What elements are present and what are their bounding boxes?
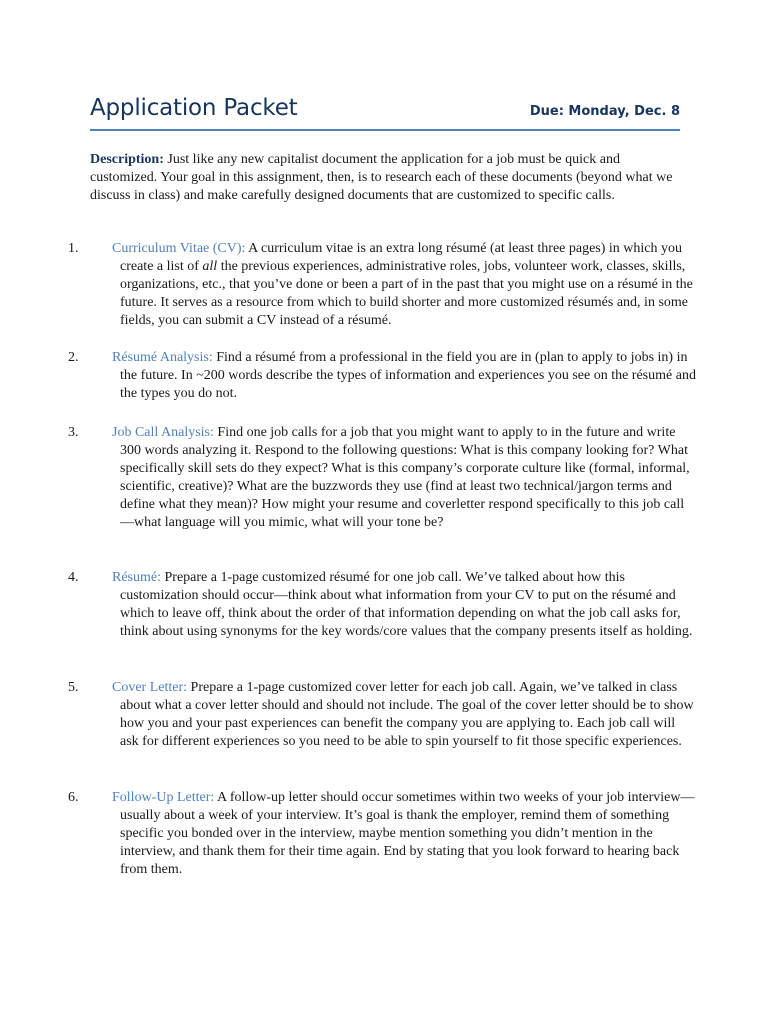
list-item-content bbox=[112, 679, 696, 751]
document-header bbox=[90, 93, 680, 131]
list-item-label: Curriculum Vitae (CV): bbox=[112, 241, 246, 256]
list-item-number: 6. bbox=[68, 790, 79, 805]
list-item-text-continued: the previous experiences, administrative roles, jobs, volunteer work, classes, skills, organizations, etc., that you’ve done or been a part of in the past that you might use on a résumé in the future. It serves as a resource from which to build shorter and more customized résumés and, in some fields, you can submit a CV instead of a résumé. bbox=[120, 259, 693, 328]
description-text: Just like any new capitalist document the application for a job must be quick and customized. Your goal in this assignment, then, is to research each of these documents (beyond what we discuss in class) and make carefully designed documents that are customized to specific calls. bbox=[90, 152, 673, 203]
description-paragraph bbox=[90, 151, 684, 205]
list-item-label: Résumé: bbox=[112, 570, 161, 585]
list-item-label: Résumé Analysis: bbox=[112, 350, 213, 365]
page-title: Application Packet bbox=[90, 95, 298, 121]
list-item-text: A curriculum vitae is an extra long résumé (at least three pages) in which you create a list of bbox=[120, 241, 683, 274]
list-item-number: 4. bbox=[68, 570, 79, 585]
list-item-label: Job Call Analysis: bbox=[112, 425, 214, 440]
list-item-text: Find one job calls for a job that you might want to apply to in the future and write 300 words analyzing it. Respond to the following questions: What is this company looking for? What specifically skill sets do they expect? What is this company’s corporate culture like (formal, informal, scientific, creative)? What are the buzzwords they use (find at least two technical/jargon terms and define what they mean)? How might your resume and coverletter respond specifically to this job call—what language will you mimic, what will your tone be? bbox=[120, 425, 690, 530]
list-item-text: Find a résumé from a professional in the field you are in (plan to apply to jobs in) in the future. In ~200 words describe the types of information and experiences you see on the résumé and the types you do not. bbox=[120, 350, 696, 401]
list-item-text: A follow-up letter should occur sometimes within two weeks of your job interview—usually about a week of your interview. It’s goal is thank the employer, remind them of something specific you bonded over in the interview, maybe mention something you didn’t mention in the interview, and thank them for their time again. End by stating that you look forward to hearing back from them. bbox=[120, 790, 695, 877]
due-date: Due: Monday, Dec. 8 bbox=[529, 104, 680, 119]
list-item-number: 2. bbox=[68, 350, 79, 365]
list-item-number: 3. bbox=[68, 425, 79, 440]
list-item-content bbox=[112, 789, 696, 879]
list-item-text: Prepare a 1-page customized cover letter for each job call. Again, we’ve talked in class about what a cover letter should and should not include. The goal of the cover letter should be to show how you and your past experiences can benefit the company you are applying to. Each job call will ask for different experiences so you need to be able to spin yourself to fit those specific experiences. bbox=[120, 680, 694, 749]
list-item-content bbox=[112, 240, 696, 330]
list-item-label: Follow-Up Letter: bbox=[112, 790, 215, 805]
list-item-number: 5. bbox=[68, 680, 79, 695]
list-item-number: 1. bbox=[68, 241, 79, 256]
list-item-content bbox=[112, 424, 696, 532]
list-item-text: Prepare a 1-page customized résumé for one job call. We’ve talked about how this customization should occur—think about what information from your CV to put on the résumé and which to leave off, think about the order of that information depending on what the job call asks for, think about using synonyms for the key words/core values that the company presents itself as holding. bbox=[120, 570, 693, 639]
list-item-content bbox=[112, 349, 696, 403]
description-label: Description: bbox=[90, 152, 164, 167]
list-item-label: Cover Letter: bbox=[112, 680, 188, 695]
list-item-emphasis: all bbox=[202, 259, 218, 274]
list-item-content bbox=[112, 569, 696, 641]
